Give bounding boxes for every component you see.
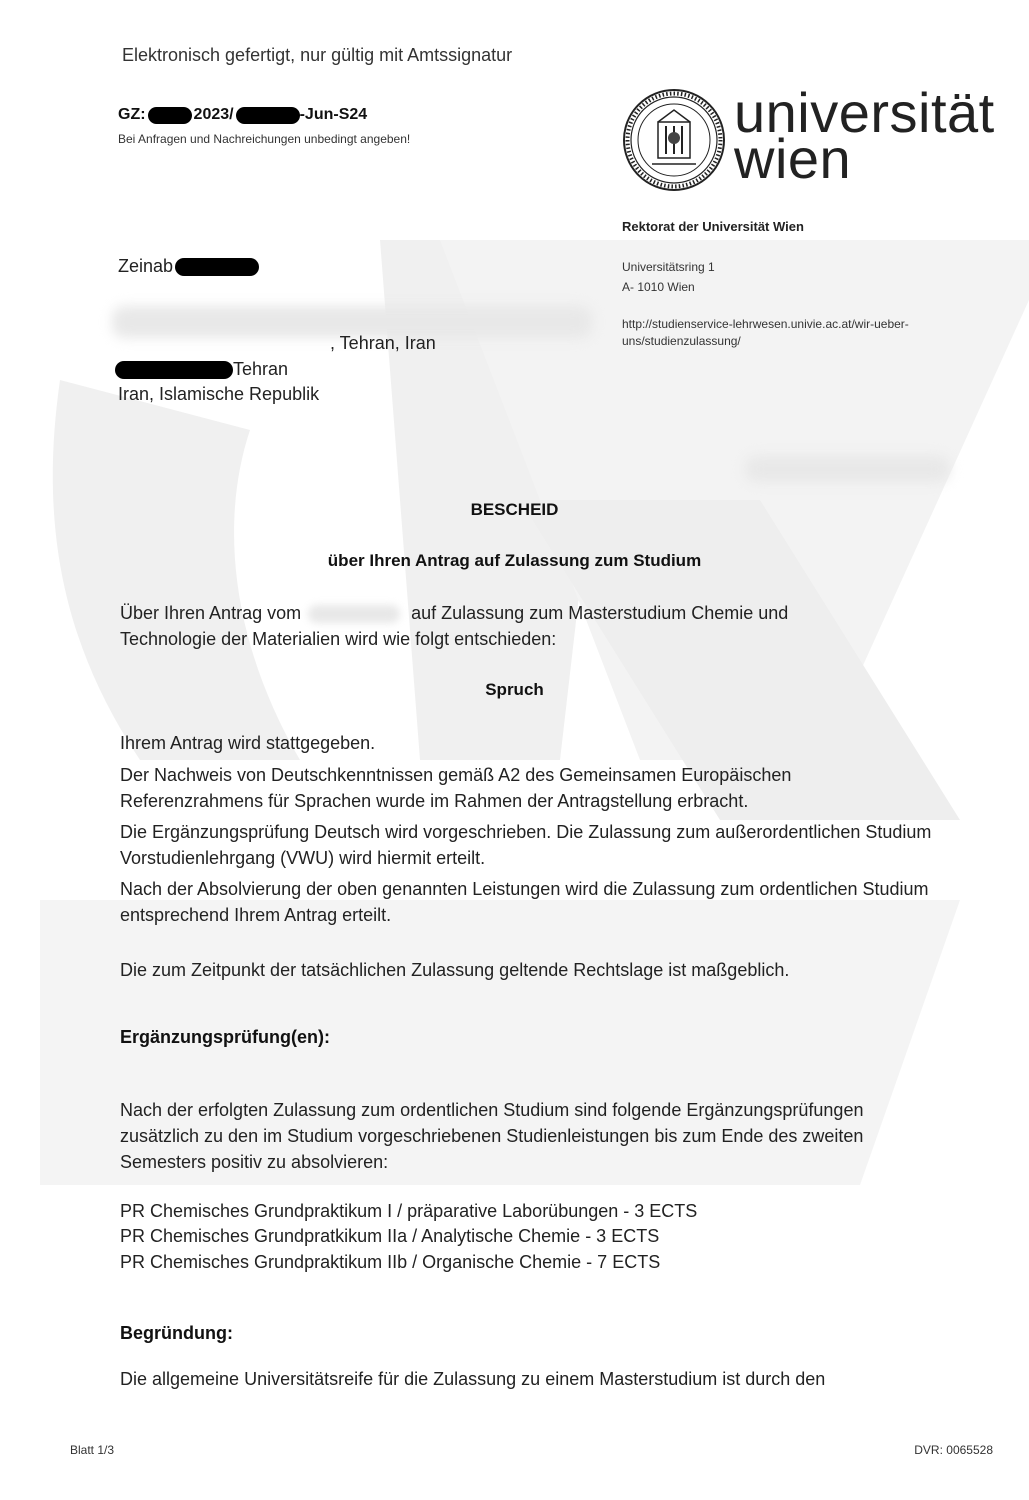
exams-heading: Ergänzungsprüfung(en): xyxy=(120,1027,330,1047)
blurred-date xyxy=(745,456,950,482)
logo-line-2: wien xyxy=(734,127,852,190)
ruling-3: Die Ergänzungsprüfung Deutsch wird vorgeschrieben. Die Zulassung zum außerordentlichen Studium Vorstudienlehrgang (VWU) wird hiermit erteilt. xyxy=(120,822,932,868)
course-item: PR Chemisches Grundpraktikum I / präparative Laborübungen - 3 ECTS xyxy=(120,1201,698,1221)
reason-text: Die allgemeine Universitätsreife für die Zulassung zu einem Masterstudium ist durch den xyxy=(120,1369,826,1389)
recipient-first-name: Zeinab xyxy=(118,256,174,276)
reference-number xyxy=(118,106,367,124)
university-seal-icon xyxy=(622,88,726,192)
document-subtitle: über Ihren Antrag auf Zulassung zum Studium xyxy=(327,551,702,570)
document-title: BESCHEID xyxy=(470,500,559,519)
blurred-application-date xyxy=(308,605,400,623)
logo-wordmark xyxy=(734,81,995,190)
recipient-address-line-2: , Tehran, Iran xyxy=(330,333,436,353)
recipient-name xyxy=(118,256,259,277)
page-indicator: Blatt 1/3 xyxy=(70,1443,115,1457)
gz-prefix: GZ: xyxy=(118,106,146,123)
intro-part-c: Technologie der Materialien wird wie folgt entschieden: xyxy=(120,629,557,649)
dvr-number: DVR: 0065528 xyxy=(914,1443,993,1457)
recipient-city: Tehran xyxy=(233,359,289,379)
ruling-4: Nach der Absolvierung der oben genannten Leistungen wird die Zulassung zum ordentlichen Studium entsprechend Ihrem Antrag erteilt. xyxy=(120,879,929,925)
reference-note: Bei Anfragen und Nachreichungen unbedingt angeben! xyxy=(118,132,411,146)
redaction-bar xyxy=(115,361,233,379)
redaction-bar xyxy=(148,107,192,124)
issuing-office: Rektorat der Universität Wien xyxy=(622,219,804,234)
course-item: PR Chemisches Grundpraktikum IIb / Organische Chemie - 7 ECTS xyxy=(120,1252,661,1272)
course-item: PR Chemisches Grundpratkikum IIa / Analytische Chemie - 3 ECTS xyxy=(120,1226,660,1246)
redaction-bar xyxy=(175,258,259,276)
university-logo xyxy=(622,81,1002,198)
ruling-heading: Spruch xyxy=(485,680,544,699)
reason-heading: Begründung: xyxy=(120,1323,233,1343)
logo-line-1: universität xyxy=(734,81,995,144)
office-street: Universitätsring 1 xyxy=(622,260,715,274)
ruling-2: Der Nachweis von Deutschkenntnissen gemäß A2 des Gemeinsamen Europäischen Referenzrahmens für Sprachen wurde im Rahmen der Antragstellung erbracht. xyxy=(120,765,792,811)
intro-part-a: Über Ihren Antrag vom xyxy=(120,603,302,623)
office-city: A- 1010 Wien xyxy=(622,280,695,294)
recipient-country: Iran, Islamische Republik xyxy=(118,384,320,404)
intro-paragraph xyxy=(120,600,940,652)
exams-intro: Nach der erfolgten Zulassung zum ordentlichen Studium sind folgende Ergänzungsprüfungen zusätzlich zu den im Studium vorgeschriebenen Studienleistungen bis zum Ende des zweiten Semesters positiv zu absolvieren: xyxy=(120,1100,864,1172)
signature-notice: Elektronisch gefertigt, nur gültig mit Amtssignatur xyxy=(122,45,513,65)
redaction-bar xyxy=(236,107,300,124)
ruling-1: Ihrem Antrag wird stattgegeben. xyxy=(120,733,376,753)
gz-year: 2023/ xyxy=(193,106,234,123)
intro-part-b: auf Zulassung zum Masterstudium Chemie und xyxy=(411,603,789,623)
office-url[interactable]: http://studienservice-lehrwesen.univie.ac.at/wir-ueber-uns/studienzulassung/ xyxy=(622,317,909,348)
gz-suffix: -Jun-S24 xyxy=(299,106,368,123)
ruling-5: Die zum Zeitpunkt der tatsächlichen Zulassung geltende Rechtslage ist maßgeblich. xyxy=(120,960,790,980)
recipient-address-line-3 xyxy=(115,359,288,380)
